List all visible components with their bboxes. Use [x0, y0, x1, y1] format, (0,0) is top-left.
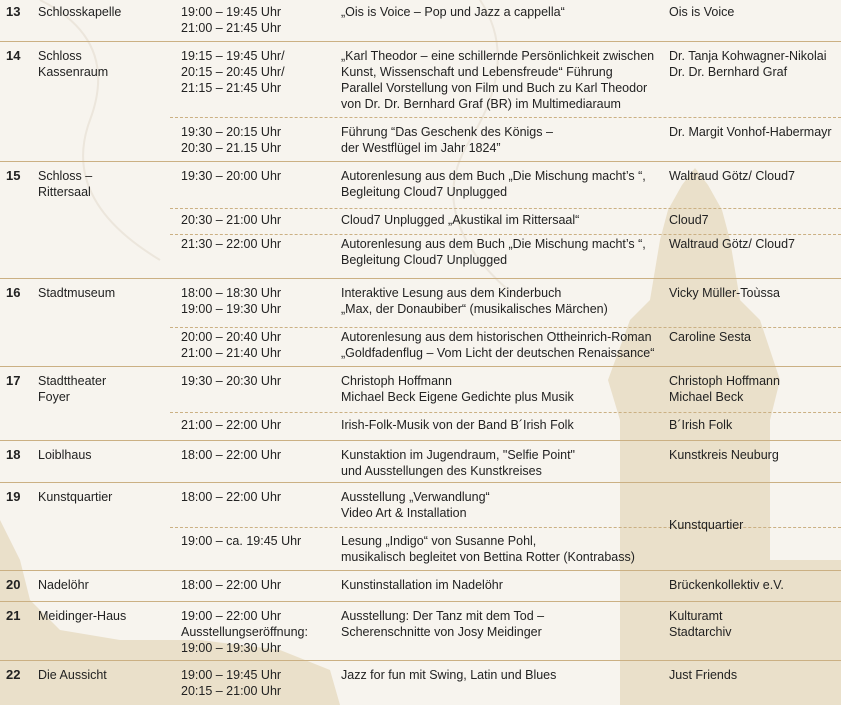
venue-line: Die Aussicht [38, 668, 107, 682]
time-line: 19:00 – 22:00 Uhr [181, 609, 282, 623]
event-description [341, 447, 663, 479]
time-line: 19:00 – 19:45 Uhr [181, 668, 282, 682]
venue-number: 18 [6, 447, 21, 462]
desc-line: Führung “Das Geschenk des Königs – [341, 125, 553, 139]
venue-name [38, 4, 168, 20]
desc-line: Irish-Folk-Musik von der Band B´Irish Folk [341, 418, 574, 432]
event-performer [669, 285, 841, 301]
desc-line: Begleitung Cloud7 Unplugged [341, 185, 508, 199]
entry-separator [170, 208, 841, 209]
who-line: Vicky Müller-Toùssa [669, 286, 780, 300]
desc-line: Begleitung Cloud7 Unplugged [341, 253, 508, 267]
row-separator [0, 41, 841, 42]
time-line: 19:00 – ca. 19:45 Uhr [181, 534, 302, 548]
event-time [181, 4, 331, 36]
event-time [181, 285, 331, 317]
event-time [181, 489, 331, 505]
desc-line: von Dr. Dr. Bernhard Graf (BR) im Multimediaraum [341, 97, 621, 111]
venue-number: 16 [6, 285, 21, 300]
who-line: B´Irish Folk [669, 418, 733, 432]
who-line: Just Friends [669, 668, 738, 682]
who-line: Kunstkreis Neuburg [669, 448, 779, 462]
venue-name [38, 608, 168, 624]
row-separator [0, 440, 841, 441]
who-line: Dr. Dr. Bernhard Graf [669, 65, 788, 79]
venue-line: Kassenraum [38, 65, 109, 79]
desc-line: „Ois is Voice – Pop und Jazz a cappella“ [341, 5, 565, 19]
venue-line: Meidinger-Haus [38, 609, 127, 623]
time-line: 19:15 – 19:45 Uhr/ [181, 49, 285, 63]
time-line: 18:00 – 22:00 Uhr [181, 490, 282, 504]
event-time [181, 168, 331, 184]
who-line: Christoph Hoffmann [669, 374, 780, 388]
venue-number: 14 [6, 48, 21, 63]
desc-line: musikalisch begleitet von Bettina Rotter (Kontrabass) [341, 550, 635, 564]
who-line: Caroline Sesta [669, 330, 751, 344]
venue-line: Schloss [38, 49, 82, 63]
row-separator [0, 366, 841, 367]
desc-line: Christoph Hoffmann [341, 374, 452, 388]
who-line: Brückenkollektiv e.V. [669, 578, 784, 592]
event-description [341, 48, 663, 112]
who-line: Ois is Voice [669, 5, 735, 19]
venue-line: Rittersaal [38, 185, 91, 199]
venue-line: Loiblhaus [38, 448, 92, 462]
desc-line: und Ausstellungen des Kunstkreises [341, 464, 542, 478]
event-description [341, 212, 663, 228]
who-line: Dr. Tanja Kohwagner-Nikolai [669, 49, 827, 63]
venue-number: 17 [6, 373, 21, 388]
desc-line: Autorenlesung aus dem historischen Ottheinrich-Roman [341, 330, 652, 344]
event-performer [669, 124, 841, 140]
venue-number: 20 [6, 577, 21, 592]
venue-number: 13 [6, 4, 21, 19]
desc-line: Ausstellung „Verwandlung“ [341, 490, 490, 504]
venue-line: Schlosskapelle [38, 5, 122, 19]
time-line: 20:30 – 21.15 Uhr [181, 141, 282, 155]
venue-number: 22 [6, 667, 21, 682]
time-line: 21:00 – 22:00 Uhr [181, 418, 282, 432]
row-separator [0, 278, 841, 279]
venue-name [38, 48, 168, 80]
who-line: Waltraud Götz/ Cloud7 [669, 169, 795, 183]
event-time [181, 608, 331, 656]
event-performer [669, 4, 841, 20]
time-line: 21:00 – 21:45 Uhr [181, 21, 282, 35]
time-line: 21:15 – 21:45 Uhr [181, 81, 282, 95]
event-time [181, 533, 331, 549]
desc-line: Ausstellung: Der Tanz mit dem Tod – [341, 609, 545, 623]
event-performer [669, 168, 841, 184]
venue-line: Foyer [38, 390, 70, 404]
row-separator [0, 482, 841, 483]
venue-line: Nadelöhr [38, 578, 89, 592]
event-performer [669, 212, 841, 228]
desc-line: Kunst, Wissenschaft und Lebensfreude“ Führung [341, 65, 613, 79]
entry-separator [170, 327, 841, 328]
event-time [181, 236, 331, 252]
row-separator [0, 601, 841, 602]
desc-line: Interaktive Lesung aus dem Kinderbuch [341, 286, 562, 300]
venue-name [38, 168, 168, 200]
venue-name [38, 577, 168, 593]
who-line: Stadtarchiv [669, 625, 732, 639]
event-time [181, 577, 331, 593]
time-line: Ausstellungseröffnung: [181, 625, 308, 639]
time-line: 20:30 – 21:00 Uhr [181, 213, 282, 227]
entry-separator [170, 117, 841, 118]
desc-line: Autorenlesung aus dem Buch „Die Mischung macht’s “, [341, 237, 646, 251]
event-performer [669, 447, 841, 463]
desc-line: Video Art & Installation [341, 506, 467, 520]
time-line: 19:30 – 20:30 Uhr [181, 374, 282, 388]
venue-name [38, 489, 168, 505]
event-performer [669, 667, 841, 683]
row-separator [0, 161, 841, 162]
desc-line: Kunstaktion im Jugendraum, "Selfie Point" [341, 448, 575, 462]
event-description [341, 236, 663, 268]
time-line: 19:00 – 19:45 Uhr [181, 5, 282, 19]
desc-line: Parallel Vorstellung von Film und Buch zu Karl Theodor [341, 81, 648, 95]
venue-name [38, 285, 168, 301]
time-line: 18:00 – 22:00 Uhr [181, 448, 282, 462]
who-line: Waltraud Götz/ Cloud7 [669, 237, 795, 251]
event-time [181, 417, 331, 433]
desc-line: Jazz for fun mit Swing, Latin und Blues [341, 668, 557, 682]
who-line: Dr. Margit Vonhof-Habermayr [669, 125, 832, 139]
venue-number: 21 [6, 608, 21, 623]
entry-separator [170, 412, 841, 413]
event-description [341, 4, 663, 20]
who-line: Cloud7 [669, 213, 709, 227]
event-time [181, 373, 331, 389]
venue-line: Stadttheater [38, 374, 107, 388]
event-description [341, 667, 663, 683]
venue-name [38, 667, 168, 683]
event-time [181, 212, 331, 228]
time-line: 20:00 – 20:40 Uhr [181, 330, 282, 344]
venue-number: 15 [6, 168, 21, 183]
venue-line: Stadtmuseum [38, 286, 116, 300]
event-performer [669, 577, 841, 593]
row-separator [0, 660, 841, 661]
event-time [181, 124, 331, 156]
event-description [341, 577, 663, 593]
desc-line: der Westflügel im Jahr 1824” [341, 141, 501, 155]
event-description [341, 417, 663, 433]
event-performer [669, 48, 841, 80]
entry-separator [170, 234, 841, 235]
desc-line: „Max, der Donaubiber“ (musikalisches Märchen) [341, 302, 608, 316]
desc-line: „Goldfadenflug – Vom Licht der deutschen Renaissance“ [341, 346, 655, 360]
who-line: Michael Beck [669, 390, 744, 404]
venue-line: Schloss – [38, 169, 93, 183]
event-performer [669, 236, 841, 252]
event-time [181, 667, 331, 699]
who-line: Kulturamt [669, 609, 723, 623]
desc-line: Kunstinstallation im Nadelöhr [341, 578, 503, 592]
event-performer [669, 329, 841, 345]
event-description [341, 124, 663, 156]
event-description [341, 608, 663, 640]
time-line: 19:30 – 20:15 Uhr [181, 125, 282, 139]
event-performer [669, 608, 841, 640]
time-line: 20:15 – 20:45 Uhr/ [181, 65, 285, 79]
row-separator [0, 570, 841, 571]
venue-name [38, 373, 168, 405]
desc-line: Lesung „Indigo“ von Susanne Pohl, [341, 534, 537, 548]
event-time [181, 329, 331, 361]
time-line: 21:00 – 21:40 Uhr [181, 346, 282, 360]
venue-name [38, 447, 168, 463]
desc-line: Autorenlesung aus dem Buch „Die Mischung macht’s “, [341, 169, 646, 183]
time-line: 19:30 – 20:00 Uhr [181, 169, 282, 183]
event-description [341, 489, 663, 521]
event-description [341, 285, 663, 317]
time-line: 18:00 – 18:30 Uhr [181, 286, 282, 300]
time-line: 19:00 – 19:30 Uhr [181, 641, 282, 655]
desc-line: Cloud7 Unplugged „Akustikal im Rittersaal“ [341, 213, 580, 227]
event-description [341, 168, 663, 200]
event-time [181, 447, 331, 463]
event-description [341, 533, 663, 565]
event-description [341, 329, 663, 361]
time-line: 18:00 – 22:00 Uhr [181, 578, 282, 592]
event-performer [669, 373, 841, 405]
venue-number: 19 [6, 489, 21, 504]
time-line: 20:15 – 21:00 Uhr [181, 684, 282, 698]
event-performer [669, 517, 841, 533]
desc-line: „Karl Theodor – eine schillernde Persönlichkeit zwischen [341, 49, 655, 63]
event-description [341, 373, 663, 405]
event-time [181, 48, 331, 96]
time-line: 21:30 – 22:00 Uhr [181, 237, 282, 251]
desc-line: Michael Beck Eigene Gedichte plus Musik [341, 390, 574, 404]
event-performer [669, 417, 841, 433]
desc-line: Scherenschnitte von Josy Meidinger [341, 625, 542, 639]
who-line: Kunstquartier [669, 518, 744, 532]
venue-line: Kunstquartier [38, 490, 113, 504]
time-line: 19:00 – 19:30 Uhr [181, 302, 282, 316]
